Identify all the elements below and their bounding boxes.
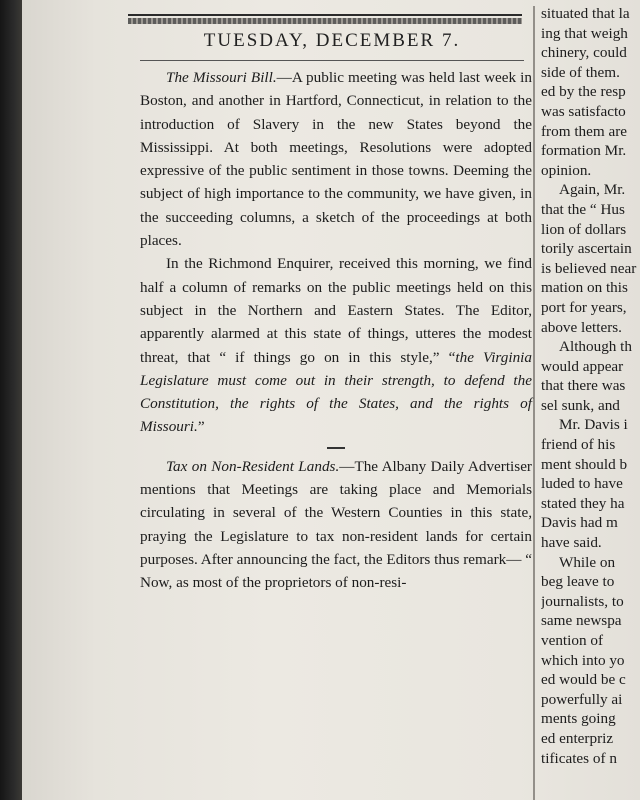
article-body: —A public meeting was held last week in Boston, and another in Hartford, Connecticut, in relation to the introduction of Slavery in the new States beyond the Mississippi. At both meetings, Resolutions were adopted expressive of the public sentiment in those towns. Deeming the subject of high importance to the community, we have given, in the succeeding columns, a sketch of the proceedings at both places. xyxy=(140,69,532,250)
article-separator xyxy=(327,447,345,449)
right-column-line: ed by the resp xyxy=(541,83,626,101)
right-column-line: lion of dollars xyxy=(541,220,627,238)
right-column-line: While on xyxy=(559,553,616,571)
right-column-line: that the “ Hus xyxy=(541,200,625,218)
right-column-line: side of them. xyxy=(541,63,620,81)
article-quote-close: ” xyxy=(197,418,205,436)
right-column-line: ed enterpriz xyxy=(541,729,614,747)
main-column xyxy=(140,66,532,595)
right-column-line: ment should b xyxy=(541,455,628,473)
right-column xyxy=(541,4,640,800)
right-column-line: formation Mr. xyxy=(541,142,627,160)
right-column-line: stated they ha xyxy=(541,494,625,512)
right-column-line: Again, Mr. xyxy=(559,181,626,199)
right-column-line: ed would be c xyxy=(541,671,626,689)
article-title: The Missouri Bill. xyxy=(166,69,277,86)
right-column-line: powerfully ai xyxy=(541,690,623,708)
right-column-line: situated that la xyxy=(541,5,630,22)
right-column-line: vention of xyxy=(541,632,604,649)
masthead-rule xyxy=(128,14,522,16)
page-left-shadow xyxy=(0,0,22,800)
column-divider xyxy=(533,6,535,800)
right-column-line: is believed near xyxy=(541,259,637,277)
right-column-line: Davis had m xyxy=(541,514,618,532)
right-column-line: sel sunk, and xyxy=(541,396,620,414)
article-title: Tax on Non-Resident Lands. xyxy=(166,457,340,475)
right-column-line: ing that weigh xyxy=(541,24,628,42)
newspaper-page xyxy=(22,0,640,800)
right-column-line: ments going xyxy=(541,710,616,728)
article-missouri-bill xyxy=(140,66,532,252)
right-column-line: was satisfacto xyxy=(541,102,626,120)
right-column-line: opinion. xyxy=(541,161,592,179)
right-column-line: from them are xyxy=(541,122,628,140)
right-column-line: would appear xyxy=(541,357,624,375)
right-column-line: have said. xyxy=(541,534,602,552)
right-column-line: same newspa xyxy=(541,612,622,630)
right-column-line: Mr. Davis i xyxy=(559,416,628,434)
article-richmond-enquirer xyxy=(140,252,532,438)
article-body: In the Richmond Enquirer, received this morning, we find half a column of remarks on the public meetings held on this subject in the Northern and Eastern States. The Editor, apparently alarmed at this state of things, utteres the modest threat, that “ if things go on in this style,” “ xyxy=(140,255,532,366)
right-column-line: beg leave to xyxy=(541,573,615,591)
right-column-line: torily ascertain xyxy=(541,240,632,258)
right-column-line: journalists, to xyxy=(541,592,624,610)
right-column-line: port for years, xyxy=(541,298,627,316)
dateline: TUESDAY, DECEMBER 7. xyxy=(203,30,461,51)
article-body: —The Albany Daily Advertiser mentions that Meetings are taking place and Memorials circulating in several of the Western Counties in this state, praying the Legislature to tax non-resident lands for certain purposes. After announcing the fact, the Editors thus remark— “ Now, as most of the proprietors of non-resi- xyxy=(140,457,532,592)
article-quote: the Virginia Legislature must come out in their strength, to defend the Constitution, the rights of the States, and the rights of Missouri. xyxy=(140,348,532,436)
right-column-line: tificates of n xyxy=(541,749,617,767)
right-column-line: which into yo xyxy=(541,651,625,669)
article-tax-non-resident xyxy=(140,455,532,595)
right-column-line: Although th xyxy=(559,338,632,356)
right-column-line: chinery, could xyxy=(541,44,627,62)
dateline-rule xyxy=(140,60,524,61)
right-column-line: above letters. xyxy=(541,318,622,336)
right-column-line: friend of his xyxy=(541,436,616,454)
masthead-rule-decorative xyxy=(128,18,522,24)
right-column-line: luded to have xyxy=(541,475,623,493)
right-column-line: mation on this xyxy=(541,279,628,297)
right-column-line: that there was xyxy=(541,377,626,395)
